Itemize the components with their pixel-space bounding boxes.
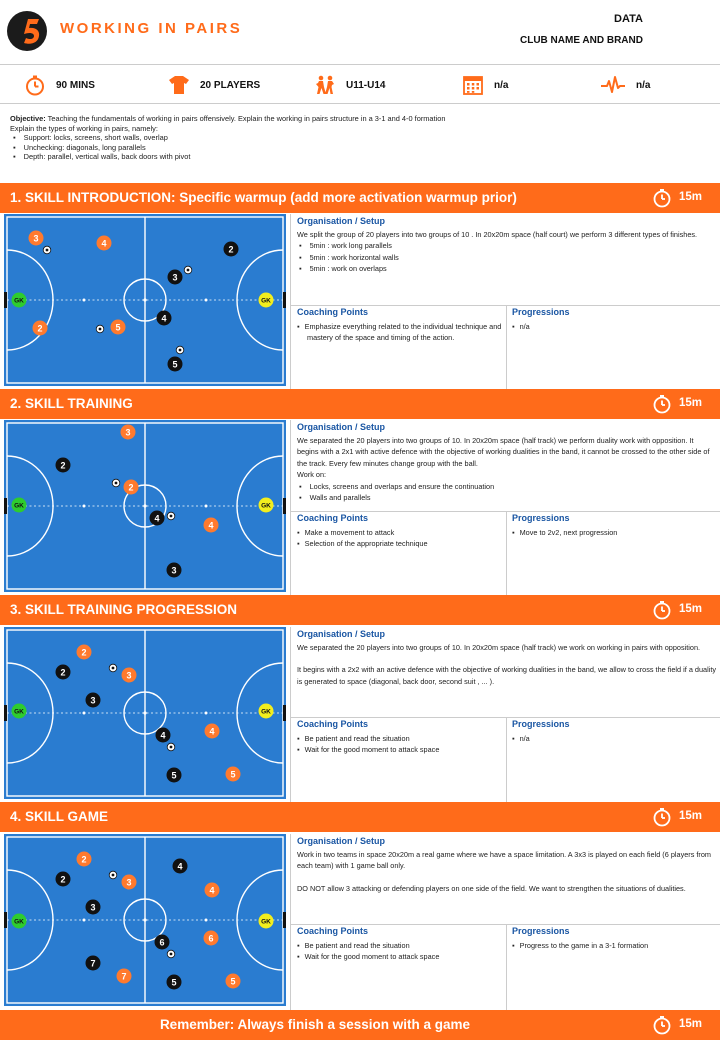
spacer	[297, 653, 717, 664]
section-3-duration: 15m	[679, 603, 703, 615]
player-black	[167, 768, 182, 783]
section-2-title: 2. SKILL TRAINING	[10, 396, 133, 411]
svg-text:2: 2	[81, 647, 87, 658]
svg-text:4: 4	[154, 513, 160, 524]
spacer	[297, 872, 717, 883]
coaching-point: ▪ Wait for the good moment to attack space	[297, 744, 502, 755]
svg-text:5: 5	[171, 770, 177, 781]
player-black	[86, 956, 101, 971]
player-orange	[204, 518, 219, 533]
coaching-point: ▪ Wait for the good moment to attack space	[297, 951, 502, 962]
player-orange	[29, 231, 44, 246]
organisation-paragraph: DO NOT allow 3 attacking or defending players on one side of the field. We want to strengthen the situations of dualities.	[297, 883, 686, 893]
remember-bar	[0, 1010, 720, 1040]
svg-text:GK: GK	[261, 297, 271, 305]
player-orange	[122, 875, 137, 890]
stat-age	[314, 65, 385, 105]
coaching-point: ▪ Make a movement to attack	[297, 527, 502, 538]
player-black	[86, 693, 101, 708]
data-label: DATA	[614, 13, 643, 25]
svg-text:7: 7	[121, 971, 127, 982]
stat-intensity-value: n/a	[636, 79, 651, 91]
player-orange	[124, 480, 139, 495]
organisation-title: Organisation / Setup	[297, 836, 386, 846]
stat-players	[168, 65, 260, 105]
section-1-duration: 15m	[679, 191, 703, 203]
svg-text:3: 3	[126, 670, 132, 681]
section-4-bar	[0, 802, 720, 832]
progression-item: ▪ n/a	[512, 733, 717, 744]
svg-text:3: 3	[33, 233, 39, 244]
svg-text:3: 3	[125, 427, 131, 438]
objective-item: ▪ Support: locks, screens, short walls, overlap	[13, 133, 710, 143]
player-black	[168, 357, 183, 372]
svg-text:3: 3	[126, 877, 132, 888]
player-black	[156, 728, 171, 743]
stat-players-value: 20 PLAYERS	[200, 79, 261, 91]
organisation-text	[297, 642, 717, 687]
pitch-diagram	[4, 834, 286, 1006]
ball-icon	[184, 266, 192, 274]
club-name-label: CLUB NAME AND BRAND	[520, 35, 643, 46]
divider	[506, 511, 507, 596]
divider	[506, 924, 507, 1010]
progressions-text	[512, 940, 717, 951]
divider	[506, 717, 507, 803]
goalkeeper	[12, 914, 27, 929]
svg-text:4: 4	[208, 520, 214, 531]
page-title: WORKING IN PAIRS	[60, 20, 243, 37]
svg-text:2: 2	[60, 874, 66, 885]
section-3-title: 3. SKILL TRAINING PROGRESSION	[10, 602, 238, 617]
player-orange	[205, 883, 220, 898]
player-orange	[204, 931, 219, 946]
progressions-text	[512, 527, 717, 538]
player-orange	[226, 974, 241, 989]
ball-icon	[109, 664, 117, 672]
progression-item: ▪ Progress to the game in a 3-1 formation	[512, 940, 717, 951]
section-2-diagram	[4, 420, 286, 592]
player-black	[167, 975, 182, 990]
pitch-diagram	[4, 214, 286, 386]
svg-text:2: 2	[60, 667, 66, 678]
stopwatch-icon	[652, 394, 672, 414]
coaching-points-title: Coaching Points	[297, 307, 369, 317]
svg-text:GK: GK	[261, 918, 271, 926]
stat-date-value: n/a	[494, 79, 509, 91]
calendar-icon	[462, 74, 484, 96]
organisation-item: ▪ 5min : work long parallels	[299, 240, 717, 251]
stat-intensity	[600, 65, 650, 105]
svg-text:2: 2	[128, 482, 134, 493]
player-orange	[117, 969, 132, 984]
svg-text:GK: GK	[14, 297, 24, 305]
player-orange	[33, 321, 48, 336]
svg-text:6: 6	[159, 937, 165, 948]
stopwatch-icon	[24, 74, 46, 96]
svg-text:6: 6	[208, 933, 214, 944]
svg-text:GK: GK	[14, 918, 24, 926]
progressions-text	[512, 733, 717, 744]
player-orange	[111, 320, 126, 335]
svg-text:5: 5	[115, 322, 121, 333]
organisation-paragraph: It begins with a 2x2 with an active defence with the objective of working dualities in the band, we allow to cross the field if a duality is generated to space (diagonal, back door, second suit , ... ).	[297, 665, 716, 686]
progression-item: ▪ Move to 2v2, next progression	[512, 527, 717, 538]
progressions-title: Progressions	[512, 307, 570, 317]
progressions-title: Progressions	[512, 926, 570, 936]
coaching-point: ▪ Selection of the appropriate technique	[297, 538, 502, 549]
goalkeeper	[12, 498, 27, 513]
ball-icon	[167, 512, 175, 520]
svg-text:GK: GK	[14, 708, 24, 716]
svg-text:3: 3	[171, 565, 177, 576]
section-2-panel	[290, 420, 720, 596]
svg-text:4: 4	[101, 238, 107, 249]
objective-label: Objective:	[10, 114, 46, 123]
svg-text:2: 2	[81, 854, 87, 865]
stat-date	[462, 65, 508, 105]
svg-text:4: 4	[209, 885, 215, 896]
remember-text: Remember: Always finish a session with a game	[159, 1017, 471, 1032]
progressions-title: Progressions	[512, 513, 570, 523]
section-1-panel	[290, 214, 720, 390]
svg-text:GK: GK	[14, 502, 24, 510]
player-black	[224, 242, 239, 257]
svg-text:5: 5	[230, 976, 236, 987]
organisation-title: Organisation / Setup	[297, 629, 386, 639]
header	[0, 0, 720, 62]
section-4-title: 4. SKILL GAME	[10, 809, 109, 824]
objective-text: Teaching the fundamentals of working in pairs offensively. Explain the working in pairs structure in a 3-1 and 4-0 formation	[47, 114, 446, 123]
coaching-points-title: Coaching Points	[297, 513, 369, 523]
svg-text:GK: GK	[261, 708, 271, 716]
stopwatch-icon	[652, 807, 672, 827]
svg-text:5: 5	[171, 977, 177, 988]
objective-item: ▪ Unchecking: diagonals, long parallels	[13, 143, 710, 153]
coaching-points-text	[297, 527, 502, 550]
player-black	[168, 270, 183, 285]
coaching-point: ▪ Be patient and read the situation	[297, 940, 502, 951]
players-icon	[314, 74, 336, 96]
section-1-bar	[0, 183, 720, 213]
goalkeeper	[12, 293, 27, 308]
section-4-diagram	[4, 834, 286, 1006]
section-3-panel	[290, 627, 720, 803]
player-black	[157, 311, 172, 326]
objective-block	[10, 114, 710, 162]
organisation-item: ▪ 5min : work on overlaps	[299, 263, 717, 274]
remember-duration: 15m	[679, 1018, 703, 1030]
organisation-list	[297, 240, 717, 274]
organisation-item: ▪ Walls and parallels	[299, 492, 717, 503]
ball-icon	[167, 743, 175, 751]
progression-item: ▪ n/a	[512, 321, 717, 332]
goalkeeper	[259, 704, 274, 719]
stat-duration-value: 90 MINS	[56, 79, 95, 91]
goalkeeper	[259, 914, 274, 929]
stopwatch-icon	[652, 600, 672, 620]
pitch-diagram	[4, 627, 286, 799]
ball-icon	[109, 871, 117, 879]
ball-icon	[167, 950, 175, 958]
player-orange	[205, 724, 220, 739]
player-orange	[77, 645, 92, 660]
coaching-points-text	[297, 733, 502, 756]
svg-text:4: 4	[177, 861, 183, 872]
player-black	[86, 900, 101, 915]
ball-icon	[43, 246, 51, 254]
organisation-text	[297, 435, 717, 503]
organisation-text	[297, 849, 717, 894]
stopwatch-icon	[652, 1015, 672, 1035]
player-orange	[122, 668, 137, 683]
organisation-title: Organisation / Setup	[297, 422, 386, 432]
five-logo-icon	[6, 10, 48, 52]
svg-text:5: 5	[172, 359, 178, 370]
svg-text:5: 5	[230, 769, 236, 780]
section-4-duration: 15m	[679, 810, 703, 822]
stopwatch-icon	[652, 188, 672, 208]
objective-subline: Explain the types of working in pairs, namely:	[10, 123, 158, 133]
section-3-bar	[0, 595, 720, 625]
organisation-item: ▪ 5min : work horizontal walls	[299, 252, 717, 263]
player-black	[56, 458, 71, 473]
progressions-text	[512, 321, 717, 332]
objective-line	[10, 114, 710, 124]
svg-text:3: 3	[172, 272, 178, 283]
organisation-paragraph: We split the group of 20 players into two groups of 10 . In 20x20m space (half court) we perform 3 different types of finishes.	[297, 230, 698, 239]
pitch-diagram	[4, 420, 286, 592]
goalkeeper	[259, 498, 274, 513]
coaching-points-title: Coaching Points	[297, 719, 369, 729]
svg-text:3: 3	[90, 902, 96, 913]
svg-text:4: 4	[161, 313, 167, 324]
divider	[506, 305, 507, 390]
organisation-paragraph: Work in two teams in space 20x20m a real game where we have a space limitation. A 3x3 is played on each field (6 players from each team) with 1 game ball only.	[297, 850, 711, 871]
stat-age-value: U11-U14	[346, 79, 386, 91]
ball-icon	[96, 325, 104, 333]
svg-text:2: 2	[228, 244, 234, 255]
section-3-diagram	[4, 627, 286, 799]
player-black	[150, 511, 165, 526]
coaching-point: ▪ Emphasize everything related to the individual technique and mastery of the space and timing of the action.	[297, 321, 502, 344]
svg-text:2: 2	[60, 460, 66, 471]
goalkeeper	[259, 293, 274, 308]
section-2-bar	[0, 389, 720, 419]
player-orange	[121, 425, 136, 440]
player-orange	[97, 236, 112, 251]
ball-icon	[112, 479, 120, 487]
objective-list	[10, 133, 710, 162]
organisation-paragraph: We separated the 20 players into two groups of 10. In 20x20m space (half track) we perform duality work with opposition. It begins with a 2x1 with active defence with the objective of working dualities in the band, it cannot be crossed to the other side of the track. Every few minutes change group with the ball.	[297, 436, 710, 468]
player-orange	[77, 852, 92, 867]
svg-text:2: 2	[37, 323, 43, 334]
organisation-paragraph: Work on:	[297, 470, 327, 480]
player-black	[56, 872, 71, 887]
player-black	[56, 665, 71, 680]
coaching-points-title: Coaching Points	[297, 926, 369, 936]
section-1-diagram	[4, 214, 286, 386]
shirt-icon	[168, 74, 190, 96]
player-black	[167, 563, 182, 578]
svg-text:GK: GK	[261, 502, 271, 510]
stat-duration	[24, 65, 95, 105]
svg-text:3: 3	[90, 695, 96, 706]
ball-icon	[176, 346, 184, 354]
player-black	[155, 935, 170, 950]
organisation-paragraph: We separated the 20 players into two groups of 10. In 20x20m space (half track) we work on working in pairs with opposition.	[297, 643, 701, 652]
organisation-item: ▪ Locks, screens and overlaps and ensure the continuation	[299, 481, 717, 492]
coaching-points-text	[297, 321, 502, 344]
svg-text:4: 4	[160, 730, 166, 741]
organisation-text	[297, 229, 717, 275]
objective-item: ▪ Depth: parallel, vertical walls, back doors with pivot	[13, 152, 710, 162]
player-orange	[226, 767, 241, 782]
stats-row	[0, 64, 720, 104]
heartbeat-icon	[600, 74, 626, 96]
organisation-title: Organisation / Setup	[297, 216, 386, 226]
coaching-points-text	[297, 940, 502, 963]
coaching-point: ▪ Be patient and read the situation	[297, 733, 502, 744]
player-black	[173, 859, 188, 874]
section-1-title: 1. SKILL INTRODUCTION: Specific warmup (add more activation warmup prior)	[10, 190, 517, 205]
section-2-duration: 15m	[679, 397, 703, 409]
section-4-panel	[290, 834, 720, 1010]
organisation-list	[297, 481, 717, 504]
svg-text:4: 4	[209, 726, 215, 737]
progressions-title: Progressions	[512, 719, 570, 729]
svg-text:7: 7	[90, 958, 96, 969]
goalkeeper	[12, 704, 27, 719]
